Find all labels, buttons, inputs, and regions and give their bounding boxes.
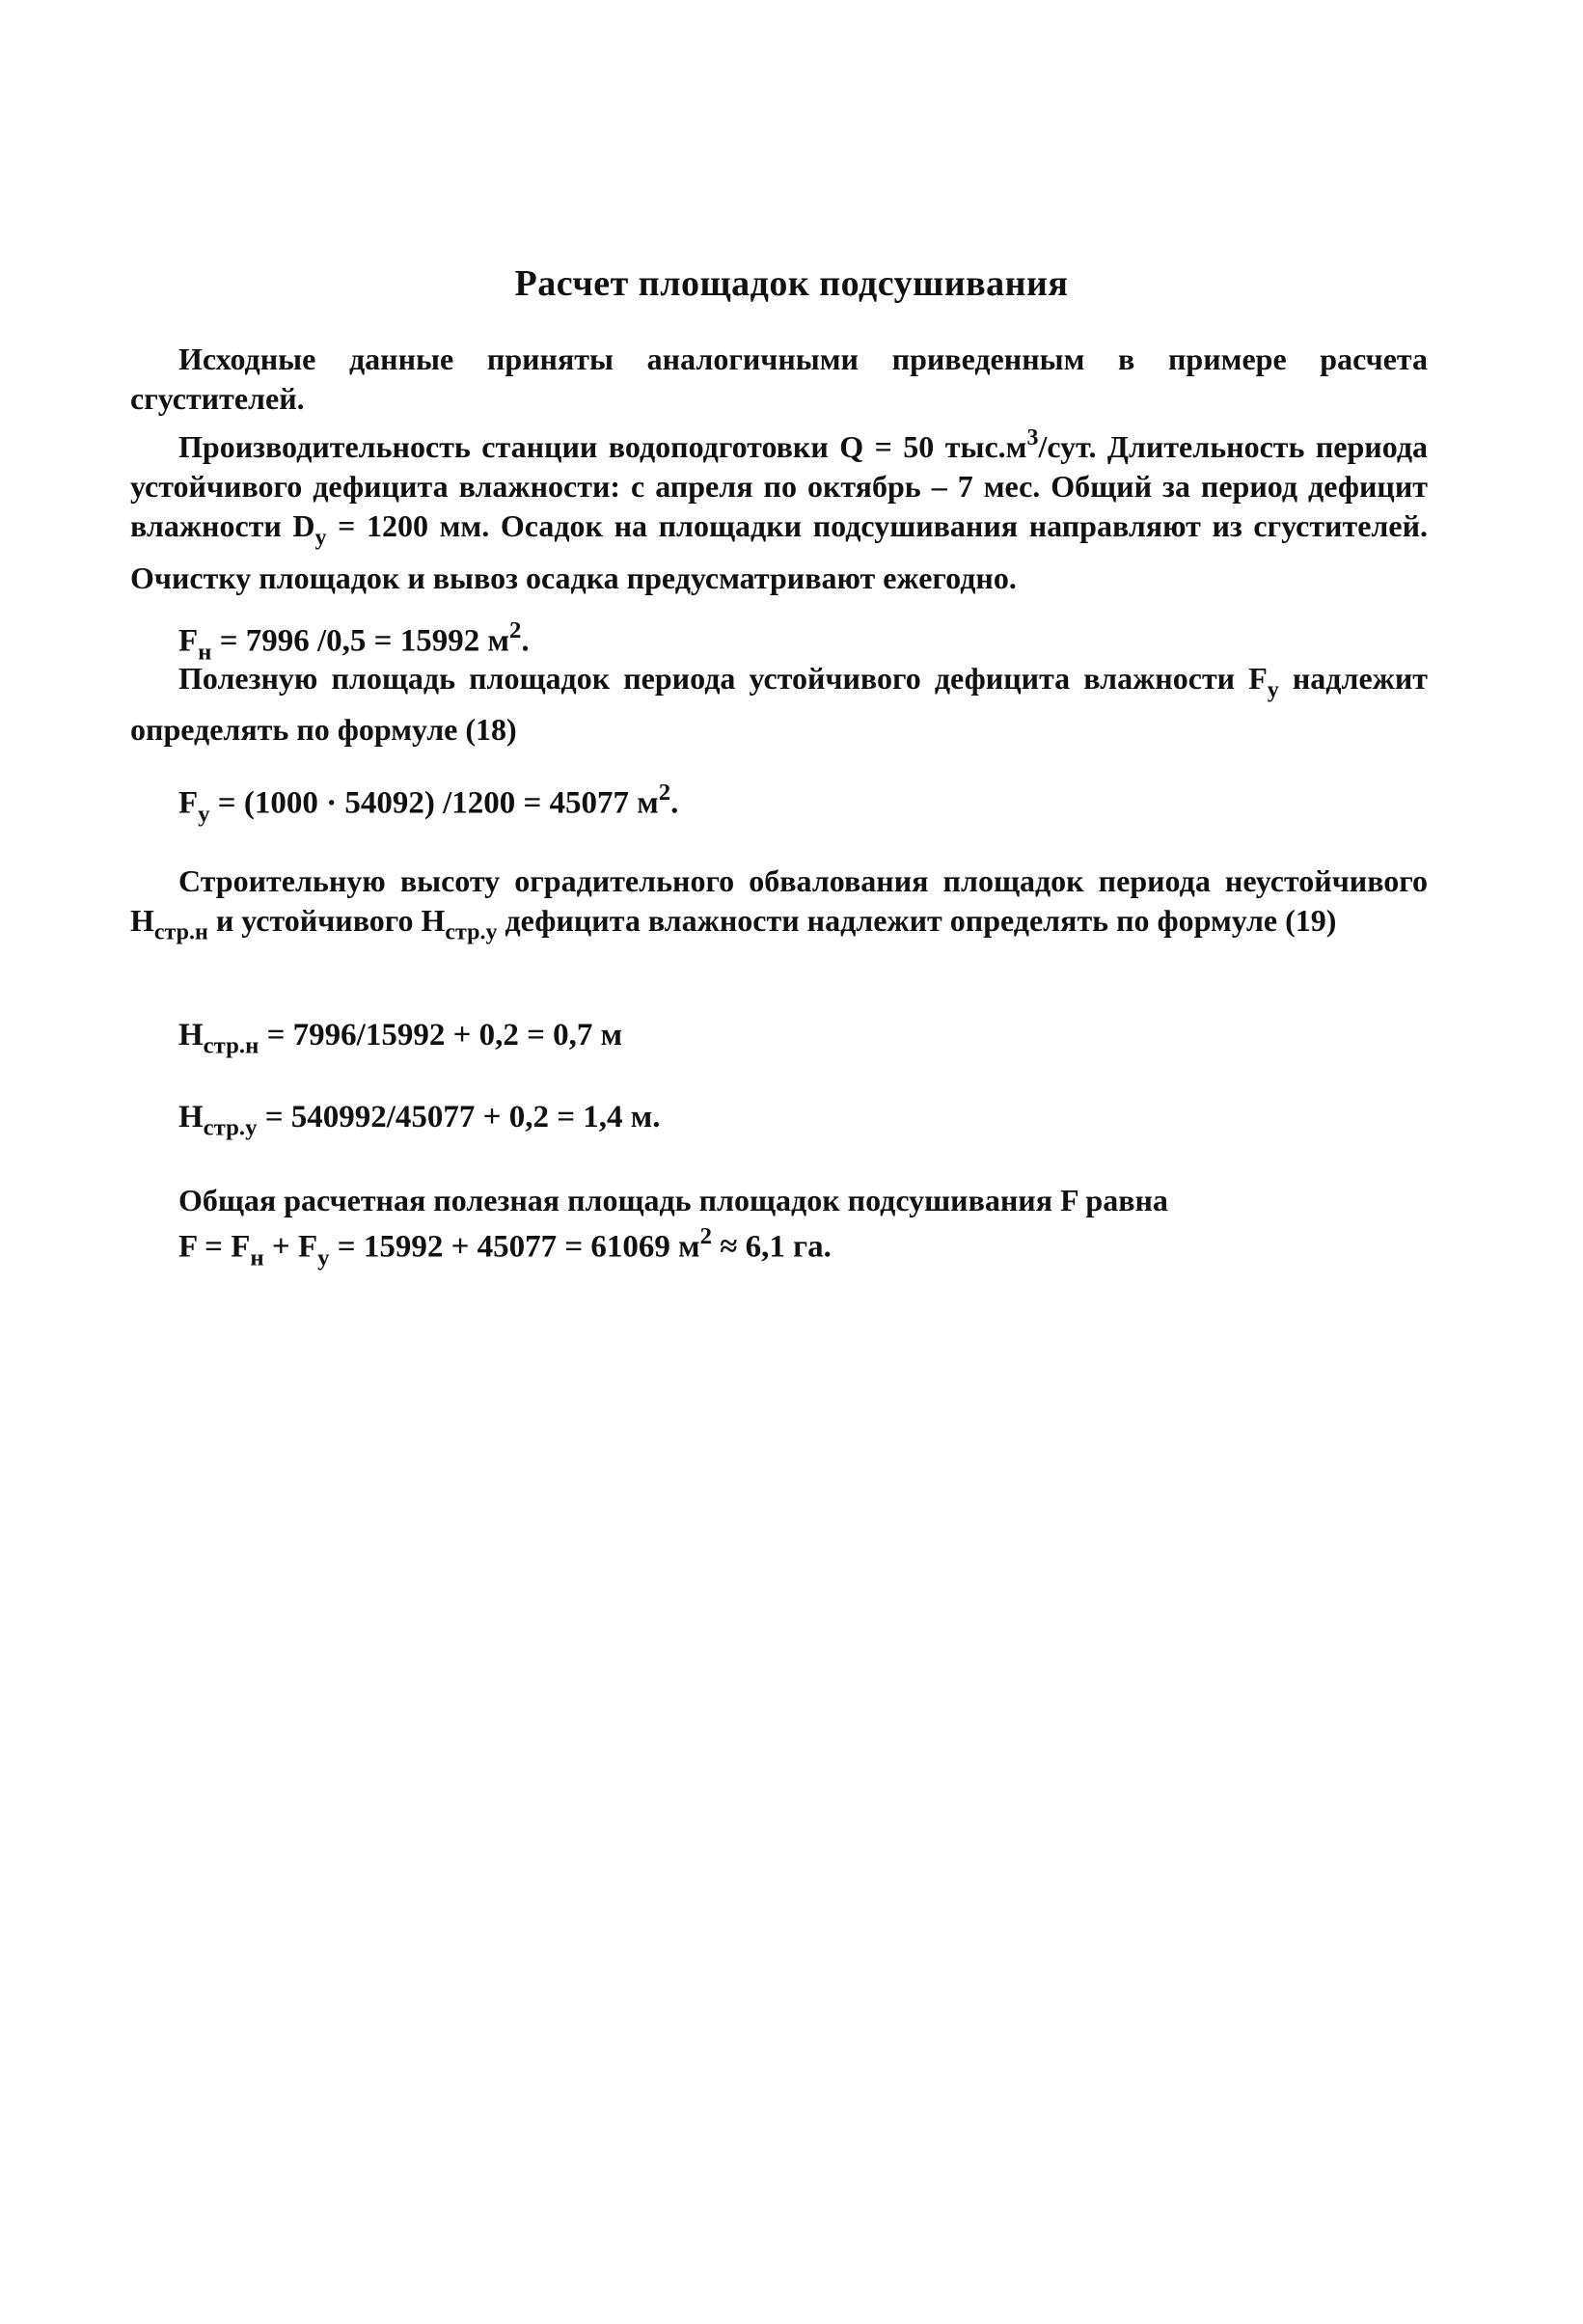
formula-fy-exp: 2 — [658, 779, 671, 806]
formula-hn-rhs: = 7996/15992 + 0,2 = 0,7 м — [259, 1018, 623, 1053]
formula-hn — [178, 1018, 622, 1060]
formula-fy — [178, 779, 678, 828]
paragraph-useful-area — [130, 659, 1428, 750]
total-part-2: + F — [263, 1229, 318, 1265]
total-part-3: = 15992 + 45077 = 61069 м — [329, 1229, 700, 1265]
total-sub-2: у — [317, 1244, 330, 1271]
formula-hn-sub: стр.н — [203, 1032, 259, 1059]
height-text-2: и устойчивого H — [207, 903, 446, 938]
formula-fn-exp: 2 — [508, 617, 522, 643]
height-text-1: Строительную высоту оградительного обвалования площадок периода неустойчивого H — [130, 863, 1428, 938]
height-sub-2: стр.у — [445, 919, 498, 945]
total-exp: 2 — [699, 1223, 713, 1249]
text-block-intro — [130, 340, 1428, 598]
page-title: Расчет площадок подсушивания — [514, 263, 1069, 304]
height-sub-1: стр.н — [153, 919, 208, 945]
useful-sub: у — [1267, 677, 1279, 703]
formula-fy-rhs: = (1000 · 54092) /1200 = 45077 м — [209, 785, 659, 821]
paragraph-initial-data: Исходные данные приняты аналогичными приведенным в примере расчета сгустителей. — [130, 342, 1428, 416]
formula-fn-rhs: = 7996 /0,5 = 15992 м — [211, 623, 509, 659]
formula-fy-lhs: F — [178, 785, 199, 821]
formula-fn-end: . — [521, 623, 530, 659]
useful-text: Полезную площадь площадок периода устойчивого дефицита влажности F — [178, 661, 1268, 696]
formula-hy — [178, 1100, 661, 1142]
paragraph-height — [130, 861, 1428, 952]
station-text-3: = 1200 мм. Осадок на площадки подсушивания направляют из сгустителей. Очистку площадок и вывоз осадка предусматривают ежегодно. — [130, 508, 1429, 595]
formula-fy-end: . — [670, 785, 679, 821]
total-part-1: F = F — [178, 1229, 251, 1265]
formula-fn-lhs: F — [178, 623, 199, 659]
paragraph-station — [130, 419, 1428, 598]
station-q-exponent: 3 — [1026, 425, 1039, 451]
formula-fn-sub: н — [198, 639, 212, 666]
formula-hy-lhs: H — [178, 1100, 204, 1135]
formula-hy-rhs: = 540992/45077 + 0,2 = 1,4 м. — [257, 1100, 661, 1135]
total-area-line: Общая расчетная полезная площадь площадок подсушивания F равна — [178, 1183, 1168, 1217]
formula-fy-sub: у — [198, 801, 210, 828]
formula-hn-lhs: H — [178, 1018, 204, 1053]
useful-text-end: надлежит определять по формуле (18) — [130, 661, 1429, 748]
total-sub-1: н — [250, 1244, 264, 1271]
station-text-2: /сут. Длительность периода устойчивого дефицита влажности: с апреля по октябрь – 7 мес. Общий за период дефицит влажности D — [130, 429, 1429, 544]
station-text-1: Производительность станции водоподготовки Q = 50 тыс.м — [178, 429, 1027, 465]
formula-hy-sub: стр.у — [203, 1114, 258, 1141]
text-block-height — [130, 861, 1428, 952]
text-block-useful — [130, 659, 1428, 750]
formula-total — [178, 1223, 832, 1271]
height-text-3: дефицита влажности надлежит определять по формуле (19) — [497, 903, 1337, 938]
station-d-subscript: у — [314, 525, 327, 551]
total-part-4: ≈ 6,1 га. — [712, 1229, 832, 1265]
